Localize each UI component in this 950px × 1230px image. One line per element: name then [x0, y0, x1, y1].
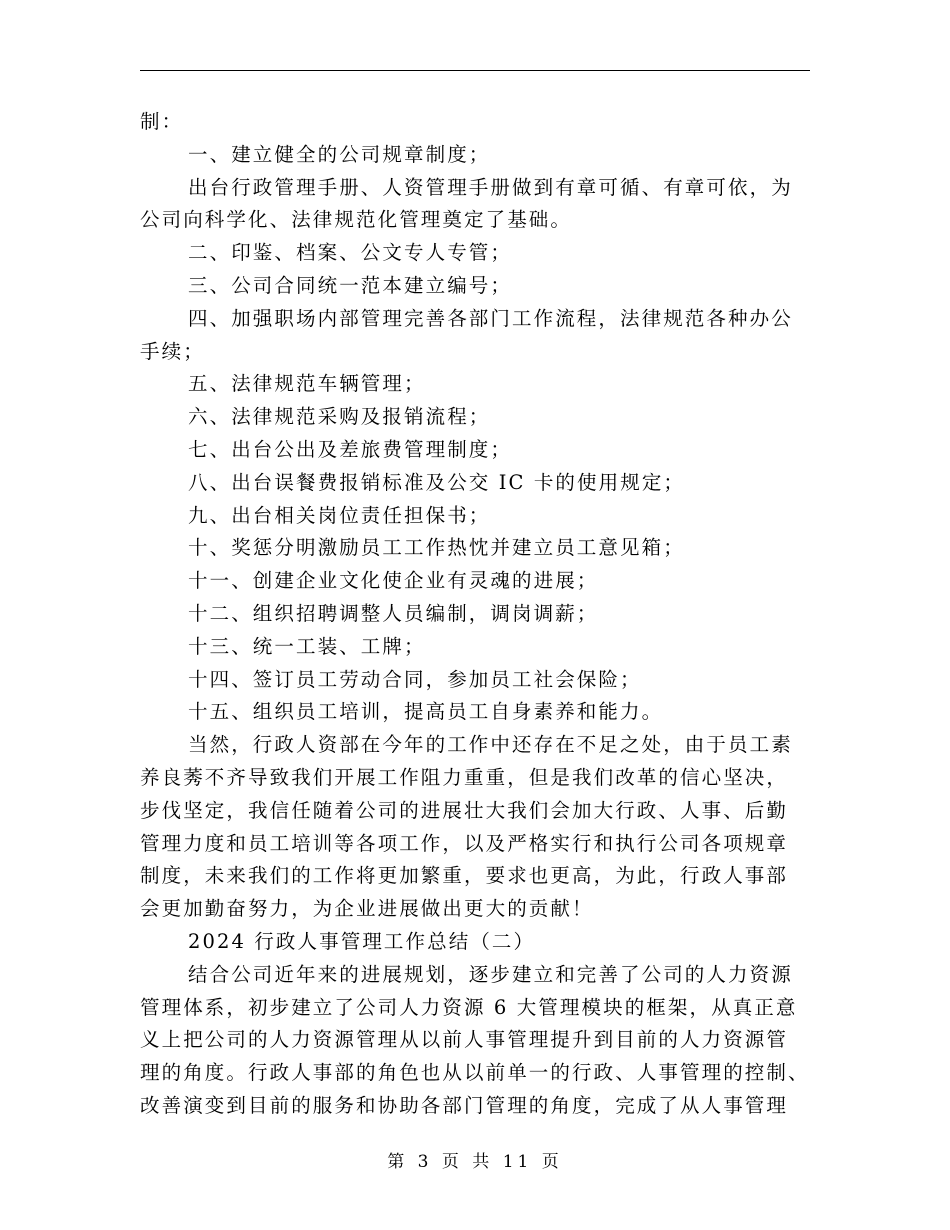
text-line: 改善演变到目前的服务和协助各部门管理的角度，完成了从人事管理: [140, 1093, 789, 1117]
text-line: 义上把公司的人力资源管理从以前人事管理提升到目前的人力资源管: [140, 1028, 789, 1052]
section-heading: 2024 行政人事管理工作总结（二）: [188, 929, 536, 953]
text-line: 制度，未来我们的工作将更加繁重，要求也更高，为此，行政人事部: [140, 864, 789, 888]
list-item: 二、印鉴、档案、公文专人专管；: [188, 241, 513, 265]
list-item: 十三、统一工装、工牌；: [188, 634, 426, 658]
list-item: 六、法律规范采购及报销流程；: [188, 405, 491, 429]
list-item: 五、法律规范车辆管理；: [188, 372, 426, 396]
text-line: 制：: [140, 110, 184, 133]
text-line: 理的角度。行政人事部的角色也从以前单一的行政、人事管理的控制、: [140, 1061, 810, 1085]
text-line: 手续；: [140, 339, 205, 363]
list-item: 七、出台公出及差旅费管理制度；: [188, 437, 513, 461]
list-item: 九、出台相关岗位责任担保书；: [188, 503, 491, 527]
list-item: 十、奖惩分明激励员工工作热忱并建立员工意见箱；: [188, 536, 685, 560]
text-line: 管理力度和员工培训等各项工作，以及严格实行和执行公司各项规章: [140, 831, 789, 855]
list-item: 十五、组织员工培训，提高员工自身素养和能力。: [188, 700, 664, 724]
list-item: 一、建立健全的公司规章制度；: [188, 142, 491, 166]
list-item: 十二、组织招聘调整人员编制，调岗调薪；: [188, 601, 599, 625]
text-line: 会更加勤奋努力，为企业进展做出更大的贡献！: [140, 897, 594, 921]
text-line: 步伐坚定，我信任随着公司的进展壮大我们会加大行政、人事、后勤: [140, 798, 789, 822]
header-rule: [140, 70, 810, 71]
document-body: [140, 106, 812, 1123]
text-line: 当然，行政人资部在今年的工作中还存在不足之处，由于员工素: [188, 733, 793, 757]
text-line: 养良莠不齐导致我们开展工作阻力重重，但是我们改革的信心坚决，: [140, 765, 789, 789]
text-line: 结合公司近年来的进展规划，逐步建立和完善了公司的人力资源: [188, 962, 793, 986]
text-line: 管理体系，初步建立了公司人力资源 6 大管理模块的框架，从真正意: [140, 995, 798, 1019]
list-item: 三、公司合同统一范本建立编号；: [188, 273, 513, 297]
list-item: 十一、创建企业文化使企业有灵魂的进展；: [188, 569, 599, 593]
list-item: 四、加强职场内部管理完善各部门工作流程，法律规范各种办公: [188, 306, 793, 330]
text-line: 出台行政管理手册、人资管理手册做到有章可循、有章可依，为: [188, 175, 793, 199]
text-line: 公司向科学化、法律规范化管理奠定了基础。: [140, 208, 573, 232]
page-number-footer: 第 3 页 共 11 页: [387, 1152, 563, 1172]
list-item: 十四、签订员工劳动合同，参加员工社会保险；: [188, 667, 642, 691]
list-item: 八、出台误餐费报销标准及公交 IC 卡的使用规定；: [188, 470, 686, 494]
